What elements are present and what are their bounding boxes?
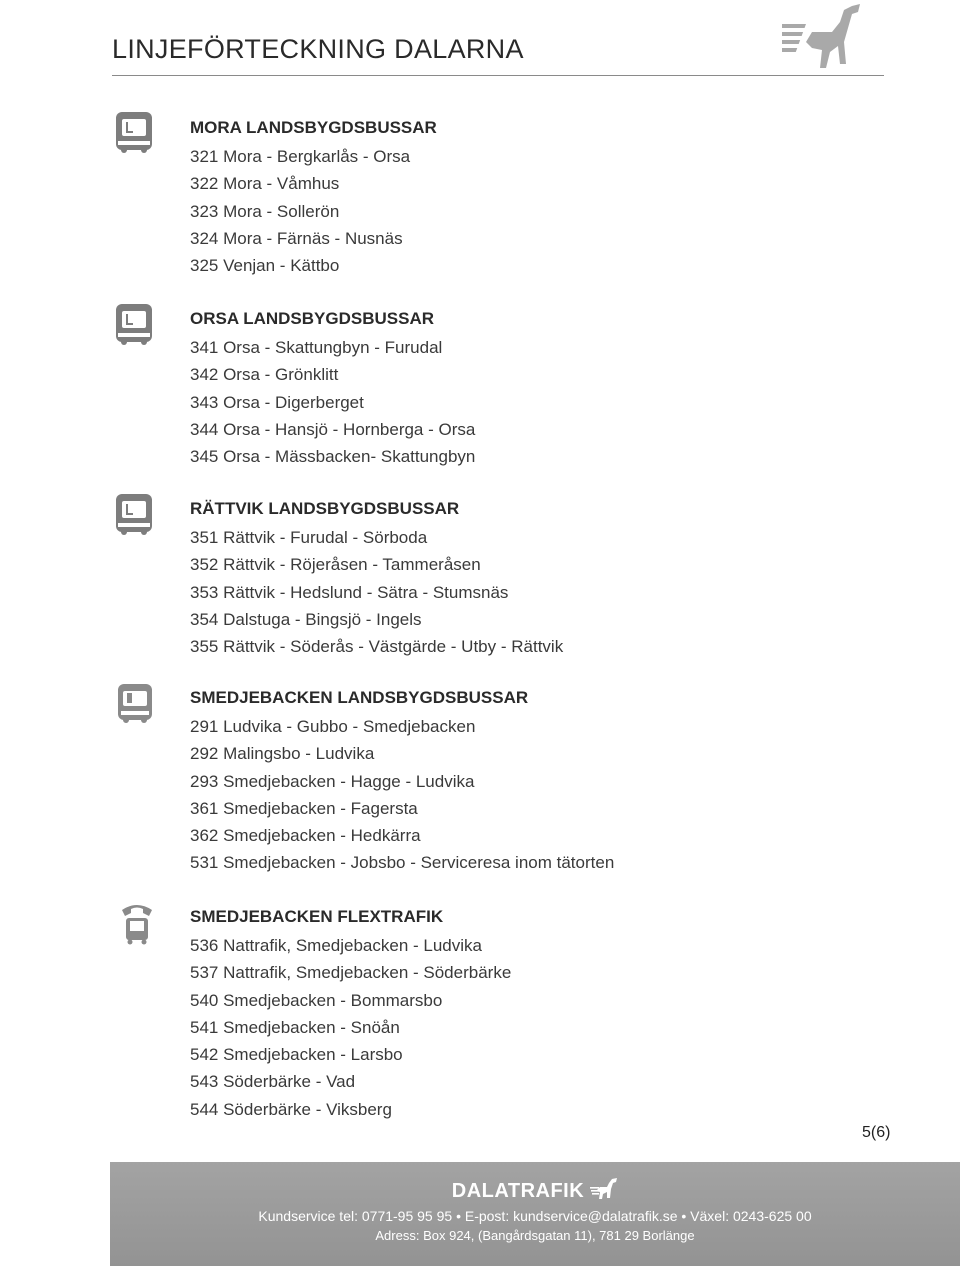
route-item: 541 Smedjebacken - Snöån xyxy=(190,1017,400,1037)
section-mora xyxy=(190,116,437,279)
bus-icon xyxy=(110,490,158,538)
page-number: 5(6) xyxy=(862,1124,891,1141)
bus-icon xyxy=(114,682,156,726)
section-smedjebacken-bussar xyxy=(190,686,614,877)
footer-brand xyxy=(110,1178,960,1203)
section-heading: SMEDJEBACKEN LANDSBYGDSBUSSAR xyxy=(190,688,529,707)
dala-horse-small-icon xyxy=(588,1178,618,1200)
route-item: 345 Orsa - Mässbacken- Skattungbyn xyxy=(190,447,476,467)
section-heading: RÄTTVIK LANDSBYGDSBUSSAR xyxy=(190,499,460,518)
route-item: 542 Smedjebacken - Larsbo xyxy=(190,1045,403,1065)
route-item: 354 Dalstuga - Bingsjö - Ingels xyxy=(190,609,422,629)
route-item: 536 Nattrafik, Smedjebacken - Ludvika xyxy=(190,936,482,955)
route-item: 352 Rättvik - Röjeråsen - Tammeråsen xyxy=(190,555,481,575)
section-orsa xyxy=(190,307,475,470)
header-divider xyxy=(112,75,884,76)
route-item: 322 Mora - Våmhus xyxy=(190,174,340,194)
route-item: 544 Söderbärke - Viksberg xyxy=(190,1099,392,1119)
footer-banner xyxy=(110,1162,960,1266)
brand-name: DALATRAFIK xyxy=(451,1180,585,1202)
route-item: 537 Nattrafik, Smedjebacken - Söderbärke xyxy=(190,963,512,983)
route-item: 343 Orsa - Digerberget xyxy=(190,392,364,412)
footer-address: Adress: Box 924, (Bangårdsgatan 11), 781 29 Borlänge xyxy=(375,1228,695,1243)
section-rattvik xyxy=(190,497,563,660)
page-title: LINJEFÖRTECKNING DALARNA xyxy=(112,34,524,64)
route-item: 323 Mora - Sollerön xyxy=(190,201,340,221)
section-smedjebacken-flextrafik xyxy=(190,905,511,1123)
route-item: 341 Orsa - Skattungbyn - Furudal xyxy=(190,338,443,357)
dala-horse-logo-icon xyxy=(782,2,862,72)
route-item: 342 Orsa - Grönklitt xyxy=(190,365,339,385)
route-item: 540 Smedjebacken - Bommarsbo xyxy=(190,990,443,1010)
footer-contact: Kundservice tel: 0771-95 95 95 • E-post: kundservice@dalatrafik.se • Växel: 0243-625 00 xyxy=(258,1208,812,1224)
bus-icon xyxy=(110,108,158,156)
route-item: 353 Rättvik - Hedslund - Sätra - Stumsnäs xyxy=(190,582,509,602)
route-item: 324 Mora - Färnäs - Nusnäs xyxy=(190,228,403,248)
route-item: 293 Smedjebacken - Hagge - Ludvika xyxy=(190,771,475,791)
route-item: 321 Mora - Bergkarlås - Orsa xyxy=(190,147,411,166)
section-heading: SMEDJEBACKEN FLEXTRAFIK xyxy=(190,907,444,926)
section-heading: ORSA LANDSBYGDSBUSSAR xyxy=(190,309,435,328)
route-item: 355 Rättvik - Söderås - Västgärde - Utby - Rättvik xyxy=(190,637,564,657)
route-item: 344 Orsa - Hansjö - Hornberga - Orsa xyxy=(190,419,476,439)
route-item: 291 Ludvika - Gubbo - Smedjebacken xyxy=(190,717,476,736)
phone-bus-icon xyxy=(118,900,156,946)
route-item: 351 Rättvik - Furudal - Sörboda xyxy=(190,528,428,547)
route-item: 362 Smedjebacken - Hedkärra xyxy=(190,826,421,846)
route-item: 292 Malingsbo - Ludvika xyxy=(190,744,375,764)
bus-icon xyxy=(110,300,158,348)
route-item: 531 Smedjebacken - Jobsbo - Serviceresa inom tätorten xyxy=(190,853,615,873)
route-item: 361 Smedjebacken - Fagersta xyxy=(190,798,418,818)
section-heading: MORA LANDSBYGDSBUSSAR xyxy=(190,118,437,137)
route-item: 543 Söderbärke - Vad xyxy=(190,1072,356,1092)
route-item: 325 Venjan - Kättbo xyxy=(190,256,340,276)
